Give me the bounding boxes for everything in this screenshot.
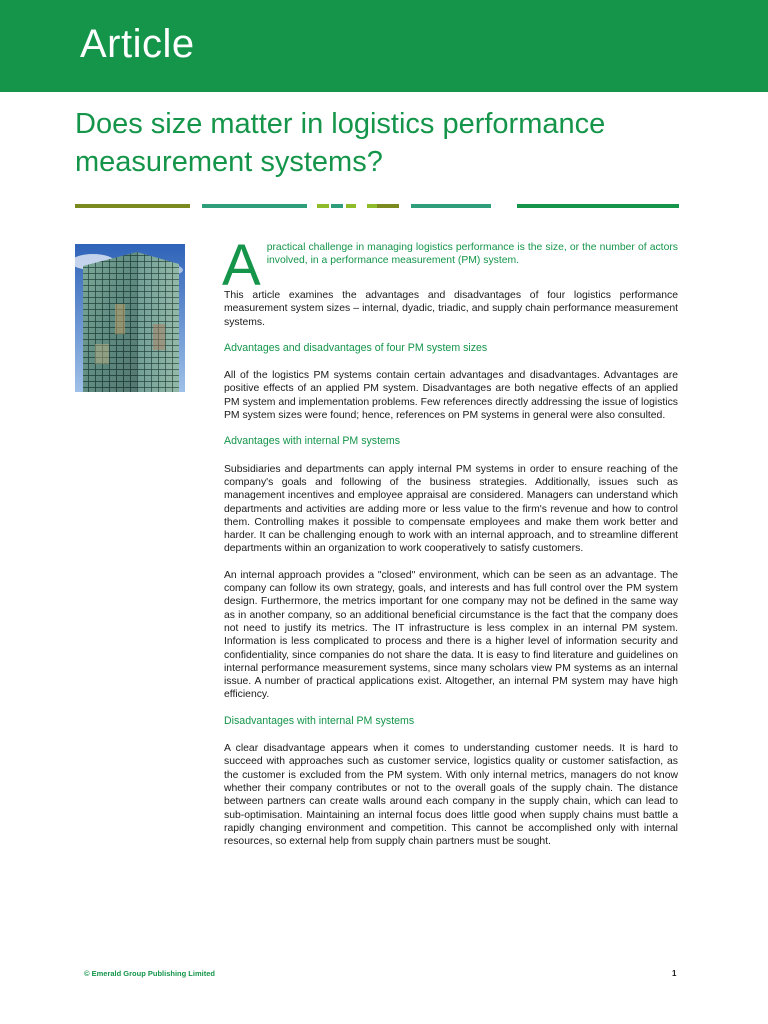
intro-paragraph: This article examines the advantages and disadvantages of four logistics performance measurement system sizes – internal, dyadic, triadic, and supply chain performance measurement systems. [224, 290, 678, 328]
copyright-notice: © Emerald Group Publishing Limited [84, 969, 215, 978]
decorative-divider [75, 204, 679, 208]
article-body [222, 233, 678, 861]
section-label: Article [80, 22, 195, 66]
lead-paragraph: practical challenge in managing logistics performance is the size, or the number of actors involved, in a performance measurement (PM) system. [266, 242, 678, 267]
section-subheading: Disadvantages with internal PM systems [224, 714, 415, 727]
body-paragraph: All of the logistics PM systems contain certain advantages and disadvantages. Advantages are positive effects of an applied PM system. Disadvantages are both negative effects of an applied PM system and implementation problems. Few references directly addressing the issue of logistics PM system sizes were found; hence, references on PM systems in general were also consulted. [224, 370, 678, 422]
body-paragraph: An internal approach provides a "closed" environment, which can be seen as an advantage. The company can follow its own strategy, goals, and interests and has full control over the PM system design. Furthermore, the metrics important for one company may not be defined in the same way as in another company, so an additional beneficial circumstance is the fact that the company does not need to justify its metrics. The IT infrastructure is less complex in an internal PM system. Information is less complicated to process and there is a higher level of information security and confidentiality, since companies do not share the data. It is easy to find literature and guidelines on internal performance measurement systems, since many scholars view PM systems as an internal issue. A number of practical applications exist. Altogether, an internal PM system may have high efficiency. [224, 569, 678, 701]
lead-block [222, 233, 678, 329]
dropcap-letter: A [222, 233, 261, 298]
section-header-band [0, 0, 768, 92]
section-subheading: Advantages and disadvantages of four PM system sizes [224, 341, 488, 354]
body-paragraph: Subsidiaries and departments can apply internal PM systems in order to ensure reaching of the company's goals and following of the business strategies. Additionally, issues such as management incentives and employee appraisal are considered. Managers can understand which departments and activities are adding more or less value to the firm's revenue and how to control them. Controlling makes it possible to compensate employees and make them work better and harder. It can be challenging enough to work with an internal approach, and to streamline different departments within an organization to work cooperatively to satisfy customers. [224, 463, 678, 555]
section-subheading: Advantages with internal PM systems [224, 435, 401, 448]
article-title: Does size matter in logistics performance measurement systems? [75, 108, 606, 178]
body-paragraph: A clear disadvantage appears when it comes to understanding customer needs. It is hard to succeed with approaches such as customer service, logistics quality or customer satisfaction, as the customer is excluded from the PM system. With only internal metrics, managers do not know whether their company contributes or not to the overall goals of the supply chain. The distance between partners can create walls around each company in the supply chain, which can lead to sub-optimisation. Maintaining an internal focus does little good when supply chains must battle a rapidly changing environment and competition. This cannot be accomplished only with internal resources, so external help from supply chain partners must be sought. [224, 743, 678, 848]
glass-tower-building-photo [75, 244, 185, 392]
page-number: 1 [672, 969, 677, 978]
